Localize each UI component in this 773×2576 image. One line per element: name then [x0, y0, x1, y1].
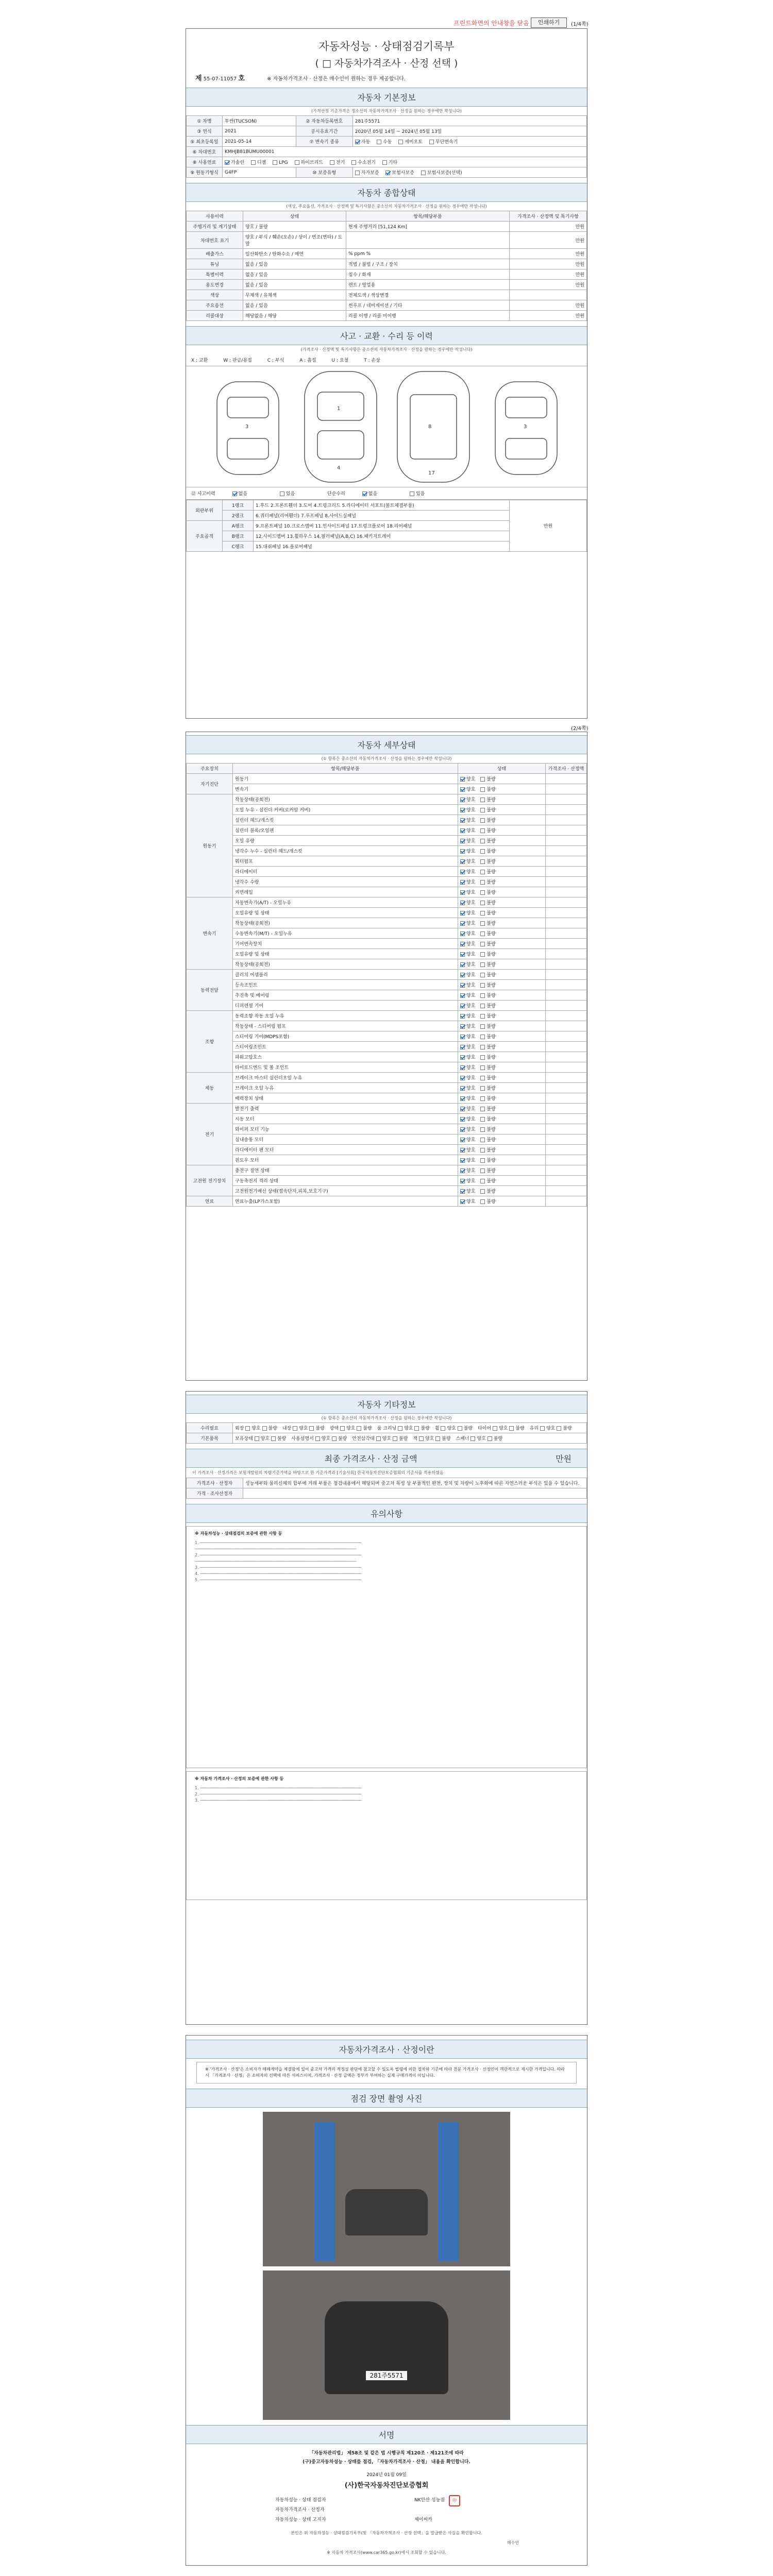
checkbox-icon	[460, 880, 465, 885]
summary-row: 리콜대상 해당없음 / 해당 리콜 이행 / 리콜 미이행 만원	[187, 311, 587, 321]
warranty-options: 자가보증 보험사보증 보험사보증(선택)	[352, 167, 586, 178]
checkbox-icon	[460, 1004, 465, 1008]
checkbox-icon	[460, 942, 465, 946]
svg-text:4: 4	[337, 465, 341, 471]
accident-title: 사고 · 교환 · 수리 등 이력	[186, 326, 587, 345]
detail-row: 스티어링조인트 양호 불량	[187, 1042, 587, 1052]
checkbox-icon	[460, 818, 465, 823]
checkbox-icon	[398, 140, 403, 144]
checkbox-icon	[460, 859, 465, 864]
detail-row: 동력전달 클러치 어셈블리 양호 불량	[187, 970, 587, 980]
detail-row: 변속기 자동변속기(A/T) - 오일누유 양호 불량	[187, 897, 587, 908]
checkbox-icon	[245, 1426, 250, 1431]
detail-row: 자기진단 원동기 양호 불량	[187, 774, 587, 784]
detail-row: 라디에이터 양호 불량	[187, 867, 587, 877]
checkbox-icon	[480, 921, 485, 926]
caution-title: 유의사항	[186, 1504, 587, 1523]
sign-block: 「자동차관리법」 제58조 및 같은 법 시행규칙 제120조 · 제121조에 따라 (구)중고자동차성능 · 상태를 점검, 「자동차가격조사 · 산정」 내용을 확인합니다. 2024년 01월 09일 (사)한국자동차진단보증협회	[303, 2451, 470, 2489]
detail-row: 기어변속장치 양호 불량	[187, 939, 587, 949]
checkbox-icon	[460, 1014, 465, 1019]
detail-row: 고전원전기배선 상태(접속단자,피복,보호기구) 양호 불량	[187, 1186, 587, 1196]
vin: KMHJB81BUMU00001	[223, 147, 587, 157]
detail-row: 변속기 양호 불량	[187, 784, 587, 794]
checkbox-icon	[460, 901, 465, 905]
checkbox-icon	[480, 931, 485, 936]
checkbox-icon	[262, 1426, 267, 1431]
checkbox-icon	[480, 1076, 485, 1080]
checkbox-icon	[460, 921, 465, 926]
checkbox-icon	[293, 1426, 297, 1431]
detail-row: 시동 모터 양호 불량	[187, 1114, 587, 1124]
confirmation-text: 본인은 위 자동차성능 · 상태점검기록부(및 「자동차가격조사 · 산정 선택」을 발급받은 사실을 확인합니다.	[291, 2531, 482, 2535]
checkbox-icon	[480, 1055, 485, 1060]
checkbox-icon	[332, 1436, 337, 1441]
motor-type: G4FP	[223, 167, 296, 178]
checkbox-icon	[480, 1148, 485, 1153]
checkbox-icon	[460, 1024, 465, 1029]
accident-sub: (가격조사 · 산정액 및 특기사항은 중소산의 자동차가격조사 · 산정을 원하는 경우에만 작성니다)	[300, 347, 473, 352]
checkbox-icon	[480, 1045, 485, 1049]
inspection-photo-front	[263, 2112, 510, 2266]
summary-row: 용도변경 없음 / 있음 렌트 / 영업용 만원	[187, 280, 587, 290]
detail-row: 작동상태(공회전) 양호 불량	[187, 959, 587, 970]
detail-row: 배력장치 상태 양호 불량	[187, 1093, 587, 1104]
caution-1: ※ 자동차성능 · 상태점검의 보증에 관한 사항 등 1. ───────────────────────────────────────────────────────────────── ───────────────────────────────────────────────────────────────── 2. ───────────────────────────────────────────────────────────────── ───────────────────────────────────────────────────────────────── 3. ───────────────────────────────────────────────────────────────── 4. ───────────────────────────────────────────────────────────────── 5. ─────────────────────────────────────────────────────────────────	[186, 1526, 587, 1768]
detail-row: 오일유량 및 상태 양호 불량	[187, 908, 587, 918]
checkbox-icon	[460, 798, 465, 802]
checkbox-icon	[460, 1138, 465, 1142]
checkbox-icon	[355, 140, 360, 144]
summary-row: 배출가스 일산화탄소 / 탄화수소 / 매연 % ppm % 만원	[187, 249, 587, 259]
page-1	[186, 28, 587, 719]
print-warning: 프린트화면의 안내창을 닫음	[453, 20, 529, 27]
caution-2: ※ 자동차 가격조사 · 산정의 보증에 관한 사항 등 1. ───────────────────────────────────────────────────────────────── 2. ───────────────────────────────────────────────────────────────── 3. ─────────────────────────────────────────────────────────────────	[186, 1771, 587, 1900]
checkbox-icon	[488, 1436, 492, 1441]
car-name: 투싼(TUCSON)	[223, 116, 296, 126]
registration-number: 55-07-11057	[203, 76, 237, 82]
checkbox-icon	[340, 1426, 345, 1431]
checkbox-icon	[251, 160, 256, 165]
detail-row: 구동축전지 격리 상태 양호 불량	[187, 1176, 587, 1186]
page-indicator-2: (2/4쪽)	[571, 726, 589, 732]
detail-row: 냉각수 수량 양호 불량	[187, 877, 587, 887]
detail-row: 와이퍼 모터 기능 양호 불량	[187, 1124, 587, 1134]
detail-row: 원동기 작동상태(공회전) 양호 불량	[187, 794, 587, 805]
checkbox-icon	[273, 160, 277, 165]
summary-row: 색상 무채색 / 유채색 전체도색 / 색상변경	[187, 290, 587, 300]
detail-row: 작동상태 - 스티어링 펌프 양호 불량	[187, 1021, 587, 1031]
checkbox-icon	[480, 952, 485, 957]
checkbox-icon	[460, 1035, 465, 1039]
detail-row: 실린더 헤드/개스킷 양호 불량	[187, 815, 587, 825]
checkbox-icon	[460, 1086, 465, 1091]
detail-row: 디퍼렌셜 기어 양호 불량	[187, 1001, 587, 1011]
inspect-period: 2020년 05월 14일 ~ 2024년 05월 13일	[352, 126, 586, 137]
checkbox-icon	[376, 1436, 381, 1441]
checkbox-icon	[460, 1045, 465, 1049]
basic-info-sub: (가격산정 기준가격은 정소산의 자동차가격조사 · 산정을 원하는 경우에만 작성니다)	[311, 109, 462, 113]
checkbox-icon	[309, 1426, 314, 1431]
detail-row: 수동변속기(M/T) - 오일누유 양호 불량	[187, 928, 587, 939]
checkbox-icon	[460, 849, 465, 854]
checkbox-icon	[480, 787, 485, 792]
checkbox-icon	[351, 160, 356, 165]
checkbox-icon	[460, 839, 465, 843]
checkbox-icon	[480, 973, 485, 977]
svg-text:1: 1	[337, 406, 341, 412]
checkbox-icon	[480, 983, 485, 988]
checkbox-icon	[480, 1086, 485, 1091]
detail-row: 고전원 전기장치 충전구 절연 상태 양호 불량	[187, 1165, 587, 1176]
checkbox-icon	[435, 1436, 440, 1441]
photos-title: 점검 장면 촬영 사진	[186, 2089, 587, 2108]
checkbox-icon	[255, 1436, 259, 1441]
footnote: ※ 자동차 가격조사(www.car365.go.kr)에서 조회할 수 있습니다.	[327, 2550, 446, 2555]
checkbox-icon	[460, 808, 465, 812]
other-sub: (① 항목은 중소산의 자동차가격조사 · 산정을 원하는 경우에만 작성니다)	[321, 1416, 452, 1420]
summary-row: 특별이력 없음 / 있음 침수 / 화재 만원	[187, 269, 587, 280]
checkbox-icon	[460, 983, 465, 988]
checkbox-icon	[480, 798, 485, 802]
checkbox-icon	[480, 1189, 485, 1194]
checkbox-icon	[480, 1158, 485, 1163]
checkbox-icon	[460, 777, 465, 782]
checkbox-icon	[480, 1014, 485, 1019]
checkbox-icon	[460, 890, 465, 895]
detail-row: 윈도우 모터 양호 불량	[187, 1155, 587, 1165]
checkbox-icon	[460, 1055, 465, 1060]
sign-title: 서명	[186, 2425, 587, 2444]
checkbox-icon	[480, 818, 485, 823]
detail-row: 추진축 및 베어링 양호 불량	[187, 990, 587, 1001]
detail-row: 등속조인트 양호 불량	[187, 980, 587, 990]
detail-table: 주요장치 항목/해당부품 상태 가격조사 · 산정액 자기진단 원동기 양호 불량 변속기 양호 불량 원동기 작동상태(공회전) 양호 불량 오일 누유 - 실린더 커버(로커암 커버) 양호 불량 실린더 헤드/개스킷 양호 불량 실린더 블록/오일팬 양호 불량 오일 유량 양호 불량 냉각수 누수 - 실린더 헤드/개스킷 양호 불량 워터펌프 양호 불량 라디에이터 양호 불량 냉각수 수량 양호 불량 커먼레일 양호 불량 변속기 자동변속기(A/T) - 오일누유 양호 불량 오일유량 및 상태 양호 불량 작동상태(공회전) 양호 불량 수동변속기(M/T) - 오일누유 양호 불량 기어변속장치 양호 불량 오일유량 및 상태 양호 불량 작동상태(공회전) 양호 불량 동력전달 클러치 어셈블리 양호 불량 등속조인트 양호 불량 추진축 및 베어링 양호 불량 디퍼렌셜 기어 양호 불량 조향 동력조향 작동 오일 누유 양호 불량 작동상태 - 스티어링 펌프 양호 불량 스티어링 기어(MDPS포함) 양호 불량 스티어링조인트 양호 불량 파워고압호스 양호 불량 타이로드엔드 및 볼 조인트 양호 불량 제동 브레이크 마스터 실린더오일 누유 양호 불량 브레이크 오일 누유 양호 불량 배력장치 상태 양호 불량 전기 발전기 출력 양호 불량 시동 모터 양호 불량 와이퍼 모터 기능 양호 불량 실내송풍 모터 양호 불량 라디에이터 팬 모터 양호 불량 윈도우 모터 양호 불량 고전원 전기장치 충전구 절연 상태 양호 불량 구동축전지 격리 상태 양호 불량 고전원전기배선 상태(접속단자,피복,보호기구) 양호 불량 연료 연료누출(LP가스포함) 양호 불량	[186, 763, 587, 1207]
header-notice: ※ 자동차가격조사 · 산정은 매수인이 원하는 경우 제공합니다.	[267, 76, 406, 82]
car-year: 2021	[223, 126, 296, 137]
selection-title: 자동차가격조사 · 산정이란	[186, 2040, 587, 2059]
registration-line: 제 55-07-11057 호 ※ 자동차가격조사 · 산정은 매수인이 원하는 경우 제공합니다.	[195, 75, 406, 82]
detail-sub: (① 항목은 중소산의 자동차가격조사 · 산정을 원하는 경우에만 작성니다)	[321, 756, 452, 761]
checkbox-icon	[382, 160, 387, 165]
detail-row: 스티어링 기어(MDPS포함) 양호 불량	[187, 1031, 587, 1042]
checkbox-icon	[480, 1107, 485, 1111]
checkbox-icon	[421, 171, 426, 175]
summary-table: 사용이력 상태 항목/해당부품 가격조사 · 산정액 및 특기사항 주행거리 및 계기상태 양호 / 불량 현재 주행거리 [51,124 Km] 만원 차대번호 표기 양호 / 부식 / 훼손(오손) / 상이 / 변조(변타) / 도말 만원 배출가스 일산화탄소 / 탄화수소 / 매연 % ppm % 만원 튜닝 없음 / 있음 적법 / 불법 / 구조 / 장치 만원 특별이력 없음 / 있음 침수 / 화재 만원 용도변경 없음 / 있음 렌트 / 영업용 만원 색상 무채색 / 유채색 전체도색 / 색상변경 주요옵션 없음 / 있음 썬루프 / 네비게이션 / 기타 만원 리콜대상 해당없음 / 해당 리콜 이행 / 리콜 미이행 만원	[186, 211, 587, 321]
checkbox-icon	[480, 993, 485, 998]
checkbox-icon	[493, 1426, 497, 1431]
checkbox-icon	[460, 993, 465, 998]
checkbox-icon	[480, 1096, 485, 1101]
checkbox-icon	[295, 160, 299, 165]
checkbox-icon	[480, 1199, 485, 1204]
detail-row: 작동상태(공회전) 양호 불량	[187, 918, 587, 928]
checkbox-icon	[460, 1107, 465, 1111]
checkbox-icon	[355, 171, 360, 175]
checkbox-icon	[460, 787, 465, 792]
checkbox-icon	[480, 1065, 485, 1070]
car-reg: 281주5571	[352, 116, 586, 126]
checkbox-icon	[480, 828, 485, 833]
checkbox-icon	[470, 1436, 475, 1441]
checkbox-icon	[480, 890, 485, 895]
detail-row: 조향 동력조향 작동 오일 누유 양호 불량	[187, 1011, 587, 1021]
summary-title: 자동차 종합상태	[186, 183, 587, 202]
checkbox-icon	[460, 952, 465, 957]
detail-row: 제동 브레이크 마스터 실린더오일 누유 양호 불량	[187, 1073, 587, 1083]
checkbox-icon	[509, 1426, 514, 1431]
checkbox-icon	[458, 1426, 462, 1431]
detail-row: 타이로드엔드 및 볼 조인트 양호 불량	[187, 1062, 587, 1073]
svg-text:17: 17	[428, 470, 435, 476]
summary-sub: (색상, 주요옵션, 가격조사 · 산정액 및 특기사항은 중소산의 자동차가격조사 · 산정을 원하는 경우에만 작성니다)	[286, 204, 487, 209]
checkbox-icon	[441, 1426, 445, 1431]
first-reg: 2021-05-14	[223, 137, 296, 147]
checkbox-icon	[429, 140, 434, 144]
checkbox-icon	[540, 1426, 545, 1431]
checkbox-icon	[460, 1148, 465, 1153]
inspection-photo-rear	[263, 2270, 510, 2420]
checkbox-icon	[480, 870, 485, 874]
checkbox-icon	[460, 1168, 465, 1173]
checkbox-icon	[480, 1117, 485, 1122]
detail-title: 자동차 세부상태	[186, 735, 587, 754]
checkbox-icon	[480, 901, 485, 905]
other-table: 수리필요 외장 양호 불량 내장 양호 불량 광택 양호 불량 룸 크리닝 양호 불량 휠 양호 불량 타이어 양호 불량 유리 양호 불량 기본품목 보유상태 양호 불량 사용설명서 양호 불량 안전삼각대 양호 불량 잭 양호 불량 스패너 양호 불량	[186, 1422, 587, 1444]
car-outline-icon	[186, 366, 588, 487]
transmission-options: 자동 수동 세미오토 무단변속기	[352, 137, 586, 147]
accident-history-row: ⑫ 사고이력 없음 있음 단순수리 없음 있음	[186, 487, 587, 500]
checkbox-icon	[410, 492, 414, 496]
checkbox-icon	[362, 492, 367, 496]
checkbox-icon	[460, 1096, 465, 1101]
page-3	[186, 1391, 587, 2025]
checkbox-icon	[330, 160, 334, 165]
checkbox-icon	[480, 1024, 485, 1029]
basic-info-title: 자동차 기본정보	[186, 88, 587, 107]
checkbox-icon	[377, 140, 381, 144]
detail-row: 실내송풍 모터 양호 불량	[187, 1134, 587, 1145]
final-price-table: 가격조사 · 산정자 성능세부와 물리신체의 합부에 거래 부품은 점검내용에서 해당되며 중고차 특성 상 부품적인 완전, 장치 및 차량이 노후화에 따른 자연스러운 부식은 있을 수 있습니다. 가격 · 조사산정자	[186, 1478, 587, 1499]
checkbox-icon	[480, 942, 485, 946]
page-indicator-1: (1/4쪽)	[571, 22, 589, 27]
checkbox-icon	[480, 777, 485, 782]
rank-table: 외판부위 1랭크 1.후드 2.프론트휀더 3.도어 4.트렁크리드 5.라디에이터 서포트(볼트체결부품) 만원 2랭크 6.쿼터패널(리어휀더) 7.루프패널 8.사이드실패널 주요골격 A랭크 9.프론트패널 10.크로스멤버 11.인사이드패널 17.트렁크플로어 18.리어패널 B랭크 12.사이드멤버 13.휠하우스 14.필러패널(A,B,C) 16.패키지트레이 C랭크 15.대쉬패널 16.플로어패널	[186, 500, 587, 552]
checkbox-icon	[480, 1168, 485, 1173]
damage-legend: X : 교환 W : 판금/용접 C : 부식 A : 흠집 U : 요철 T : 손상	[186, 354, 587, 366]
checkbox-icon	[419, 1436, 424, 1441]
checkbox-icon	[480, 880, 485, 885]
detail-row: 라디에이터 팬 모터 양호 불량	[187, 1145, 587, 1155]
detail-row: 실린더 블록/오일팬 양호 불량	[187, 825, 587, 836]
checkbox-icon	[460, 1076, 465, 1080]
checkbox-icon	[460, 1127, 465, 1132]
document-subtitle: ( □ 자동차가격조사 · 산정 선택 )	[315, 58, 458, 69]
detail-row: 오일 누유 - 실린더 커버(로커암 커버) 양호 불량	[187, 805, 587, 815]
detail-row: 워터펌프 양호 불량	[187, 856, 587, 867]
checkbox-icon	[315, 1436, 320, 1441]
checkbox-icon	[385, 171, 390, 175]
checkbox-icon	[557, 1426, 561, 1431]
checkbox-icon	[460, 1189, 465, 1194]
official-seal-icon: 印	[449, 2495, 460, 2506]
basic-info-table: ① 차명 투싼(TUCSON) ② 자동차등록번호 281주5571 ③ 연식 2021 공시유효기간 2020년 05월 14일 ~ 2024년 05월 13일 ⑤ 최초등록일 2021-05-14 ⑦ 변속기 종류 자동 수동 세미오토 무단변속기 ⑥ 차대번호 KMHJB81BUMU00001 ⑧ 사용연료 가솔린 디젤 LPG 하이브리드 전기 수소전기 기타 ⑨ 원동기형식 G4FP ⑩ 보증유형 자가보증 보험사보증 보험사보증(선택)	[186, 115, 587, 178]
detail-row: 파워고압호스 양호 불량	[187, 1052, 587, 1062]
checkbox-icon	[460, 1065, 465, 1070]
checkbox-icon	[398, 1426, 402, 1431]
checkbox-icon	[271, 1436, 276, 1441]
detail-row: 전기 발전기 출력 양호 불량	[187, 1104, 587, 1114]
checkbox-icon	[460, 931, 465, 936]
checkbox-icon	[460, 1179, 465, 1183]
checkbox-icon	[480, 962, 485, 967]
fuel-options: 가솔린 디젤 LPG 하이브리드 전기 수소전기 기타	[223, 157, 587, 167]
checkbox-icon	[480, 839, 485, 843]
detail-row: 냉각수 누수 - 실린더 헤드/개스킷 양호 불량	[187, 846, 587, 856]
summary-row: 주요옵션 없음 / 있음 썬루프 / 네비게이션 / 기타 만원	[187, 300, 587, 311]
checkbox-icon	[393, 1436, 397, 1441]
summary-row: 튜닝 없음 / 있음 적법 / 불법 / 구조 / 장치 만원	[187, 259, 587, 269]
checkbox-icon	[460, 973, 465, 977]
print-button[interactable]: 인쇄하기	[531, 18, 567, 28]
summary-row: 주행거리 및 계기상태 양호 / 불량 현재 주행거리 [51,124 Km] 만원	[187, 222, 587, 232]
checkbox-icon	[232, 492, 237, 496]
checkbox-icon	[460, 870, 465, 874]
checkbox-icon	[460, 962, 465, 967]
final-price-desc: 이 가격조사 · 산정가격은 보험개발원의 차량기준가액을 바탕으로 한 기준가격과 [기술사회] 한국자동차진단보증협회의 기준서를 적용하였음	[192, 1470, 444, 1475]
detail-row: 연료 연료누출(LP가스포함) 양호 불량	[187, 1196, 587, 1207]
checkbox-icon	[357, 1426, 361, 1431]
svg-text:3: 3	[524, 424, 527, 430]
checkbox-icon	[460, 911, 465, 916]
svg-text:8: 8	[428, 424, 432, 430]
svg-text:3: 3	[245, 424, 249, 430]
checkbox-icon	[460, 1158, 465, 1163]
detail-row: 오일 유량 양호 불량	[187, 836, 587, 846]
plate-number: 281주5571	[366, 2371, 407, 2380]
signatory-table: 자동차성능 · 상태 점검자 NK안산 성능점 자동차가격조사 · 산정자 자동차성능 · 상태 고지자 제이씨카	[275, 2498, 445, 2522]
detail-row: 오일유량 및 상태 양호 불량	[187, 949, 587, 959]
car-diagram	[186, 366, 587, 487]
page-2	[186, 732, 587, 1381]
checkbox-icon	[480, 911, 485, 916]
checkbox-icon	[480, 808, 485, 812]
checkbox-icon	[414, 1426, 419, 1431]
selection-text: ※ '가격조사 · 산정'은 소비자가 매매계약을 체결함에 있어 중고차 가격의 적정성 판단에 참고할 수 있도록 법령에 의한 절차와 기준에 따라 전문 가격조사 · 산정인이 객관적으로 제시한 가격입니다. 따라서 「가격조사 · 산정」은 소비자의 선택에 따른 서비스이며, 가격조사 · 산정 금액은 정부가 부여하는 실제 구매가격이 아닙니다.	[196, 2062, 577, 2083]
checkbox-icon	[225, 160, 229, 165]
checkbox-icon	[460, 828, 465, 833]
document-title: 자동차성능 · 상태점검기록부	[318, 40, 455, 53]
checkbox-icon	[480, 1127, 485, 1132]
checkbox-icon	[460, 1199, 465, 1204]
final-price-title: 최종 가격조사 · 산정 금액 만원	[186, 1449, 587, 1468]
checkbox-icon	[480, 849, 485, 854]
checkbox-icon	[480, 1179, 485, 1183]
checkbox-icon	[280, 492, 284, 496]
other-title: 자동차 기타정보	[186, 1395, 587, 1414]
checkbox-icon	[480, 1035, 485, 1039]
checkbox-icon	[480, 859, 485, 864]
checkbox-icon	[480, 1138, 485, 1142]
detail-row: 브레이크 오일 누유 양호 불량	[187, 1083, 587, 1093]
page-4	[186, 2035, 587, 2566]
checkbox-icon	[480, 1004, 485, 1008]
buyer-label: 매수인	[507, 2540, 519, 2545]
checkbox-icon	[460, 1117, 465, 1122]
summary-row: 차대번호 표기 양호 / 부식 / 훼손(오손) / 상이 / 변조(변타) / 도말 만원	[187, 232, 587, 249]
detail-row: 커먼레일 양호 불량	[187, 887, 587, 897]
